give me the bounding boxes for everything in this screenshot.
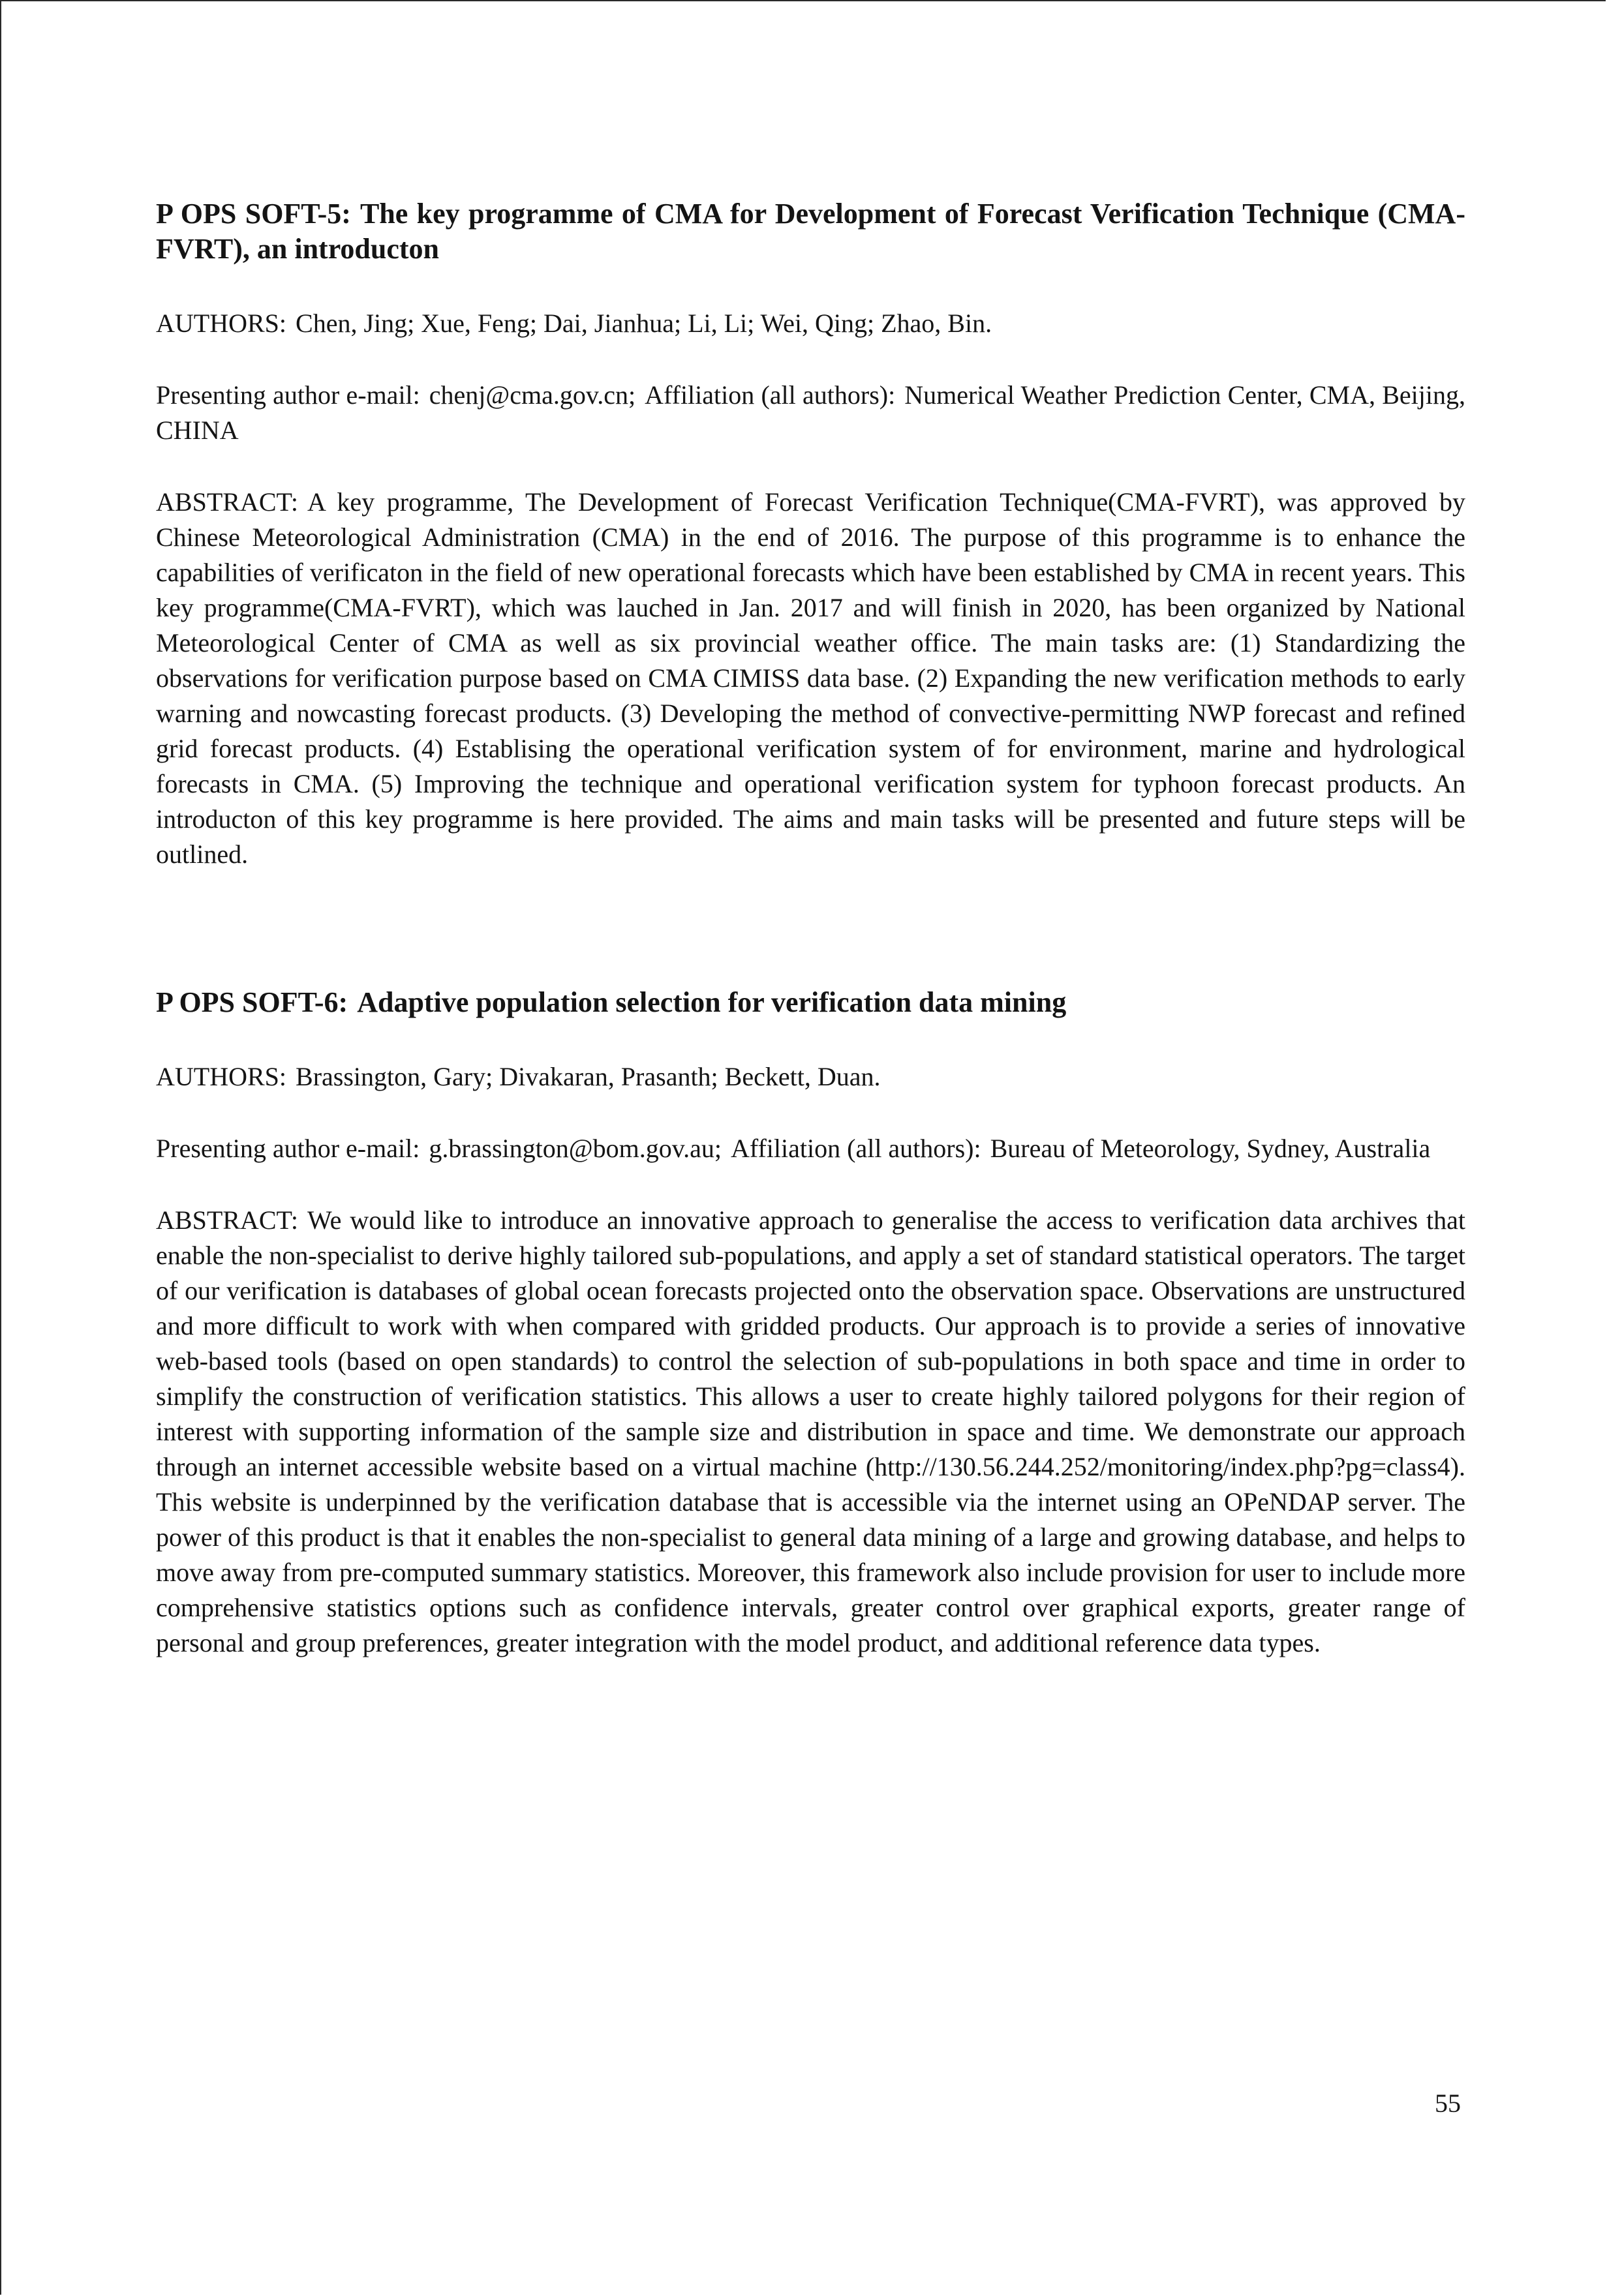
abstract-text: A key programme, The Development of Forecast Verification Technique(CMA-FVRT), was approved by Chinese Meteorological Administration (CMA) in the end of 2016. The purpose of this programme is to enhance the capabilities of verificaton in the field of new operational forecasts which have been established by CMA in recent years. This key programme(CMA-FVRT), which was lauched in Jan. 2017 and will finish in 2020, has been organized by National Meteorological Center of CMA as well as six provincial weather office. The main tasks are: (1) Standardizing the observations for verification purpose based on CMA CIMISS data base. (2) Expanding the new verification methods to early warning and nowcasting forecast products. (3) Developing the method of convective-permitting NWP forecast and refined grid forecast products. (4) Establising the operational verification system of for environment, marine and hydrological forecasts in CMA. (5) Improving the technique and operational verification system for typhoon forecast products. An introducton of this key programme is here provided. The aims and main tasks will be presented and future steps will be outlined. [156,487,1465,869]
email-address: chenj@cma.gov.cn; [429,380,636,410]
abstract-entry-soft-6 [156,985,1465,1661]
affiliation-label: Affiliation (all authors): [645,380,896,410]
abstract-title-text: The key programme of CMA for Development of Forecast Verification Technique (CMA-FVRT), an introducton [156,198,1465,265]
authors-line [156,306,1465,341]
authors-line [156,1059,1465,1095]
affiliation-label: Affiliation (all authors): [731,1134,981,1163]
abstract-title-text: Adaptive population selection for verification data mining [357,986,1067,1018]
contact-line [156,378,1465,448]
abstract-body [156,1203,1465,1661]
abstract-entry-soft-5 [156,196,1465,872]
abstract-title [156,985,1465,1020]
abstract-body [156,485,1465,872]
abstract-label: ABSTRACT: [156,1205,299,1235]
abstract-code: P OPS SOFT-6: [156,986,348,1018]
authors-list: Chen, Jing; Xue, Feng; Dai, Jianhua; Li, Li; Wei, Qing; Zhao, Bin. [296,309,992,338]
abstract-title [156,196,1465,267]
authors-label: AUTHORS: [156,1062,287,1091]
page-number: 55 [1435,2089,1461,2118]
abstract-label: ABSTRACT: [156,487,299,517]
abstract-code: P OPS SOFT-5: [156,198,351,230]
email-address: g.brassington@bom.gov.au; [429,1134,722,1163]
authors-label: AUTHORS: [156,309,287,338]
authors-list: Brassington, Gary; Divakaran, Prasanth; Beckett, Duan. [296,1062,881,1091]
affiliation-text: Numerical Weather Prediction Center, CMA, Beijing, CHINA [156,380,1465,445]
affiliation-text: Bureau of Meteorology, Sydney, Australia [990,1134,1431,1163]
contact-line [156,1131,1465,1166]
email-label: Presenting author e-mail: [156,380,420,410]
email-label: Presenting author e-mail: [156,1134,420,1163]
abstract-text: We would like to introduce an innovative approach to generalise the access to verification data archives that enable the non-specialist to derive highly tailored sub-populations, and apply a set of standard statistical operators. The target of our verification is databases of global ocean forecasts projected onto the observation space. Observations are unstructured and more difficult to work with when compared with gridded products. Our approach is to provide a series of innovative web-based tools (based on open standards) to control the selection of sub-populations in both space and time in order to simplify the construction of verification statistics. This allows a user to create highly tailored polygons for their region of interest with supporting information of the sample size and distribution in space and time. We demonstrate our approach through an internet accessible website based on a virtual machine (http://130.56.244.252/monitoring/index.php?pg=class4). This website is underpinned by the verification database that is accessible via the internet using an OPeNDAP server. The power of this product is that it enables the non-specialist to general data mining of a large and growing database, and helps to move away from pre-computed summary statistics. Moreover, this framework also include provision for user to include more comprehensive statistics options such as confidence intervals, greater control over graphical exports, greater range of personal and group preferences, greater integration with the model product, and additional reference data types. [156,1205,1465,1657]
